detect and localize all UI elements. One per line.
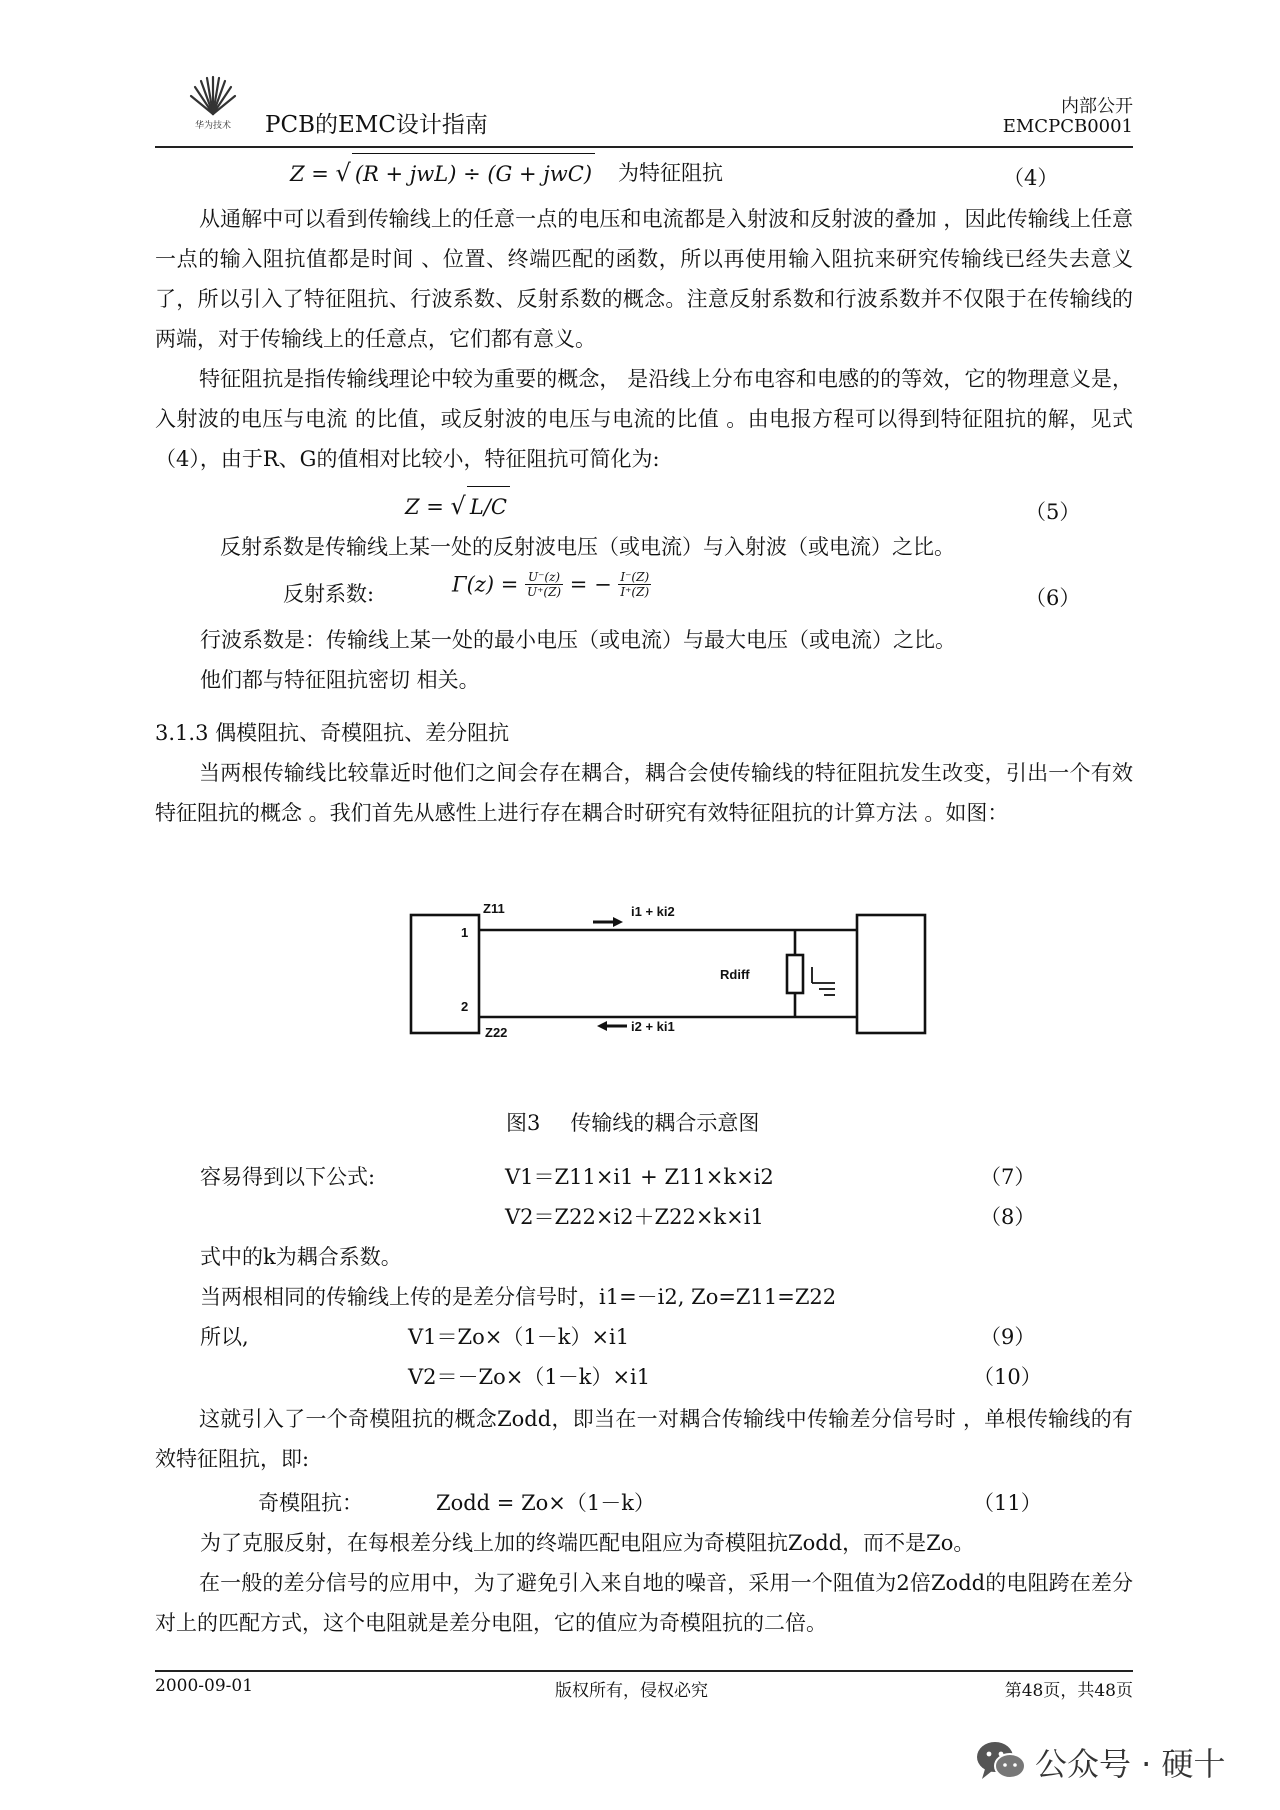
footer-copyright: 版权所有，侵权必究 [555, 1681, 708, 1701]
paragraph-7: 式中的k为耦合系数。 [200, 1245, 402, 1269]
eq5-radicand: L/C [467, 486, 510, 527]
label-z22: Z22 [485, 1025, 508, 1040]
header-rule [155, 146, 1133, 148]
arrow-right-icon [593, 917, 623, 927]
arrow-left-icon [597, 1021, 627, 1031]
paragraph-3: 反射系数是传输线上某一处的反射波电压（或电流）与入射波（或电流）之比。 [220, 535, 955, 559]
paragraph-5: 他们都与特征阻抗密切 相关。 [200, 668, 480, 692]
paragraph-6: 当两根传输线比较靠近时他们之间会存在耦合，耦合会使传输线的特征阻抗发生改变，引出一个有效特征阻抗的概念 。我们首先从感性上进行存在耦合时研究有效特征阻抗的计算方法 。如图： [155, 761, 1133, 825]
eq6-number: （6） [1025, 586, 1081, 610]
wechat-icon [975, 1739, 1027, 1783]
eq7-intro: 容易得到以下公式: [200, 1165, 376, 1189]
eq11-label: 奇模阻抗： [258, 1491, 363, 1515]
rdiff-resistor [787, 955, 803, 993]
paragraph-11: 在一般的差分信号的应用中，为了避免引入来自地的噪音，采用一个阻值为2倍Zodd的电阻跨在差分对上的匹配方式，这个电阻就是差分电阻，它的值应为奇模阻抗的二倍。 [155, 1571, 1133, 1635]
eq9-number: （9） [980, 1325, 1036, 1349]
eq11-number: （11） [973, 1491, 1042, 1515]
label-z11: Z11 [483, 901, 505, 916]
paragraph-2: 特征阻抗是指传输线理论中较为重要的概念， 是沿线上分布电容和电感的的等效，它的物理意义是，入射波的电压与电流 的比值，或反射波的电压与电流的比值 。由电报方程可以得到特征阻抗的解，见式（4），由于R、G的值相对比较小，特征阻抗可简化为: [155, 367, 1133, 471]
footer-rule [155, 1670, 1133, 1672]
paragraph-8: 当两根相同的传输线上传的是差分信号时，i1=－i2, Zo=Z11=Z22 [200, 1285, 837, 1309]
doc-code: EMCPCB0001 [1002, 116, 1133, 137]
eq5-number: （5） [1025, 500, 1081, 524]
paragraph-10: 为了克服反射，在每根差分线上加的终端匹配电阻应为奇模阻抗Zodd，而不是Zo。 [200, 1531, 975, 1555]
footer-page-number: 第48页，共48页 [1004, 1681, 1133, 1701]
eq4-lhs: Z = [290, 162, 336, 186]
section-heading: 3.1.3 偶模阻抗、奇模阻抗、差分阻抗 [155, 721, 510, 745]
wechat-watermark [975, 1735, 1245, 1785]
footer-date: 2000-09-01 [155, 1676, 254, 1696]
eq7-expression: V1＝Z11×i1 + Z11×k×i2 [505, 1165, 774, 1189]
eq6-fraction-2 [618, 570, 651, 599]
coupled-line-diagram [405, 895, 935, 1045]
equation-5 [405, 486, 510, 527]
eq11-expression: Zodd = Zo×（1－k） [436, 1491, 655, 1515]
eq4-description: 为特征阻抗 [618, 161, 723, 185]
eq7-number: （7） [980, 1165, 1036, 1189]
coupling-figure [405, 895, 935, 1045]
eq4-number: （4） [1003, 166, 1059, 190]
doc-title: PCB的EMC设计指南 [265, 112, 488, 138]
eq6-num2: I⁻(Z) [620, 570, 650, 584]
sqrt-sign-icon: √ [450, 492, 466, 520]
equation-4 [290, 153, 595, 194]
caption-text: 传输线的耦合示意图 [570, 1111, 760, 1135]
equation-6 [452, 570, 651, 599]
ground-icon [812, 967, 835, 995]
label-pin2: 2 [461, 999, 469, 1014]
eq6-num1: U⁻(z) [525, 570, 563, 585]
eq6-lhs: Γ(z) = [452, 572, 525, 597]
load-block [857, 915, 925, 1033]
eq6-label: 反射系数: [283, 582, 375, 606]
logo-text: 华为技术 [194, 121, 231, 131]
figure-caption [506, 1103, 759, 1143]
eq10-number: （10） [973, 1365, 1042, 1389]
label-current-bottom: i2 + ki1 [631, 1019, 675, 1034]
eq6-mid: = − [563, 572, 619, 597]
paragraph-9: 这就引入了一个奇模阻抗的概念Zodd，即当在一对耦合传输线中传输差分信号时 ，单根传输线的有效特征阻抗，即: [155, 1407, 1133, 1471]
company-logo [183, 74, 243, 134]
eq8-expression: V2＝Z22×i2＋Z22×k×i1 [505, 1205, 764, 1229]
eq9-intro: 所以, [200, 1325, 249, 1349]
eq6-fraction-1 [525, 570, 563, 599]
eq6-den2: I⁺(Z) [620, 585, 650, 599]
eq8-number: （8） [980, 1205, 1036, 1229]
paragraph-4: 行波系数是：传输线上某一处的最小电压（或电流）与最大电压（或电流）之比。 [200, 628, 956, 652]
sqrt-sign-icon: √ [335, 159, 351, 187]
label-pin1: 1 [461, 925, 469, 940]
source-block [411, 915, 479, 1033]
doc-classification: 内部公开 [1061, 96, 1133, 117]
eq9-expression: V1＝Zo×（1－k）×i1 [408, 1325, 630, 1349]
caption-number: 图3 [506, 1111, 541, 1135]
label-rdiff: Rdiff [720, 967, 750, 982]
label-current-top: i1 + ki2 [631, 904, 675, 919]
eq4-radicand: (R + jwL) ÷ (G + jwC) [352, 153, 595, 194]
eq5-lhs: Z = [405, 495, 451, 519]
watermark-text: 公众号 · 硬十 [1035, 1745, 1226, 1783]
eq6-den1: U⁺(Z) [526, 585, 562, 599]
paragraph-1: 从通解中可以看到传输线上的任意一点的电压和电流都是入射波和反射波的叠加 ，因此传输线上任意一点的输入阻抗值都是时间 、位置、终端匹配的函数，所以再使用输入阻抗来研究传输线已经失去意义了，所以引入了特征阻抗、行波系数、反射系数的概念。注意反射系数和行波系数并不仅限于在传输线的两端，对于传输线上的任意点，它们都有意义。 [155, 207, 1133, 351]
eq10-expression: V2＝－Zo×（1－k）×i1 [408, 1365, 651, 1389]
